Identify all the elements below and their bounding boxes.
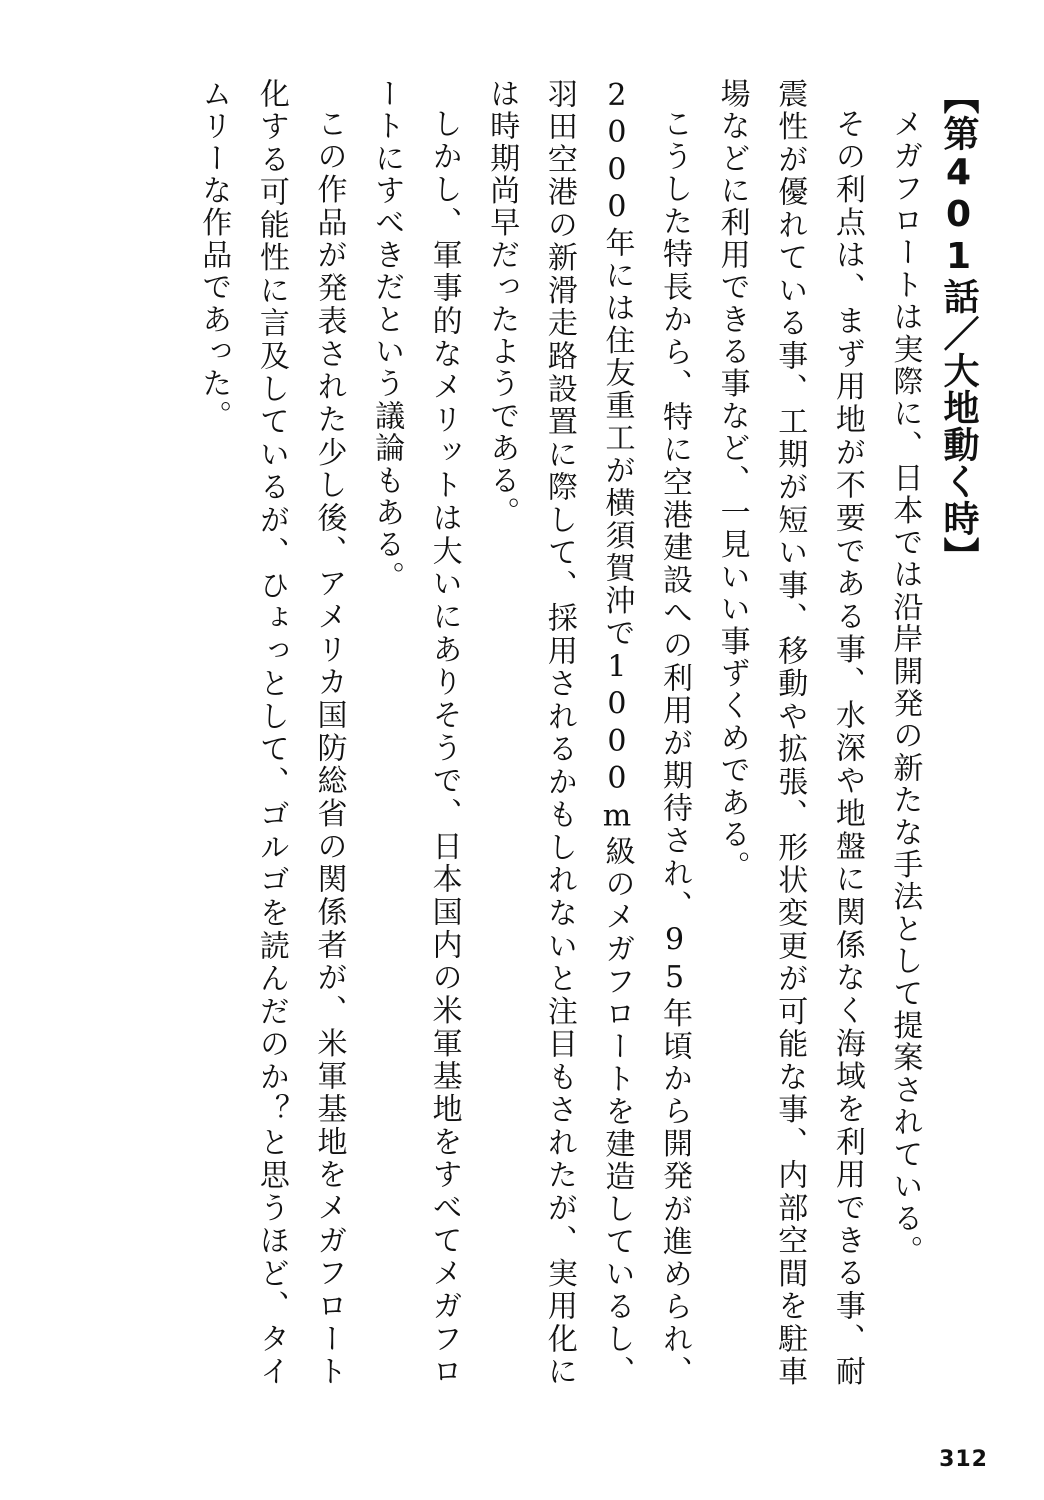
paragraph-1: メガフロートは実際に、日本では沿岸開発の新たな手法として提案されている。: [887, 108, 923, 1268]
paragraph-4: しかし、軍事的なメリットは大いにありそうで、日本国内の米軍基地をすべてメガフロートにすべきだという議論もある。: [369, 78, 462, 1388]
paragraph-2: その利点は、まず用地が不要である事、水深や地盤に関係なく海域を利用できる事、耐震性が優れている事、工期が短い事、移動や拡張、形状変更が可能な事、内部空間を駐車場などに利用できる事など、一見いい事ずくめである。: [714, 78, 865, 1388]
page-number: 312: [939, 1447, 988, 1472]
paragraph-5: この作品が発表された少し後、アメリカ国防総省の関係者が、米軍基地をメガフロート化する可能性に言及しているが、ひょっとして、ゴルゴを読んだのか？と思うほど、タイムリーな作品であった。: [196, 78, 347, 1388]
paragraph-3: こうした特長から、特に空港建設への利用が期待され、95年頃から開発が進められ、2000年には住友重工が横須賀沖で1000m級のメガフロートを建造しているし、羽田空港の新滑走路設置に際して、採用されるかもしれないと注目もされたが、実用化には時期尚早だったようである。: [484, 78, 693, 1388]
section-heading: 【第401話／大地動く時】: [938, 78, 979, 574]
vertical-text-body: [122, 78, 982, 1388]
